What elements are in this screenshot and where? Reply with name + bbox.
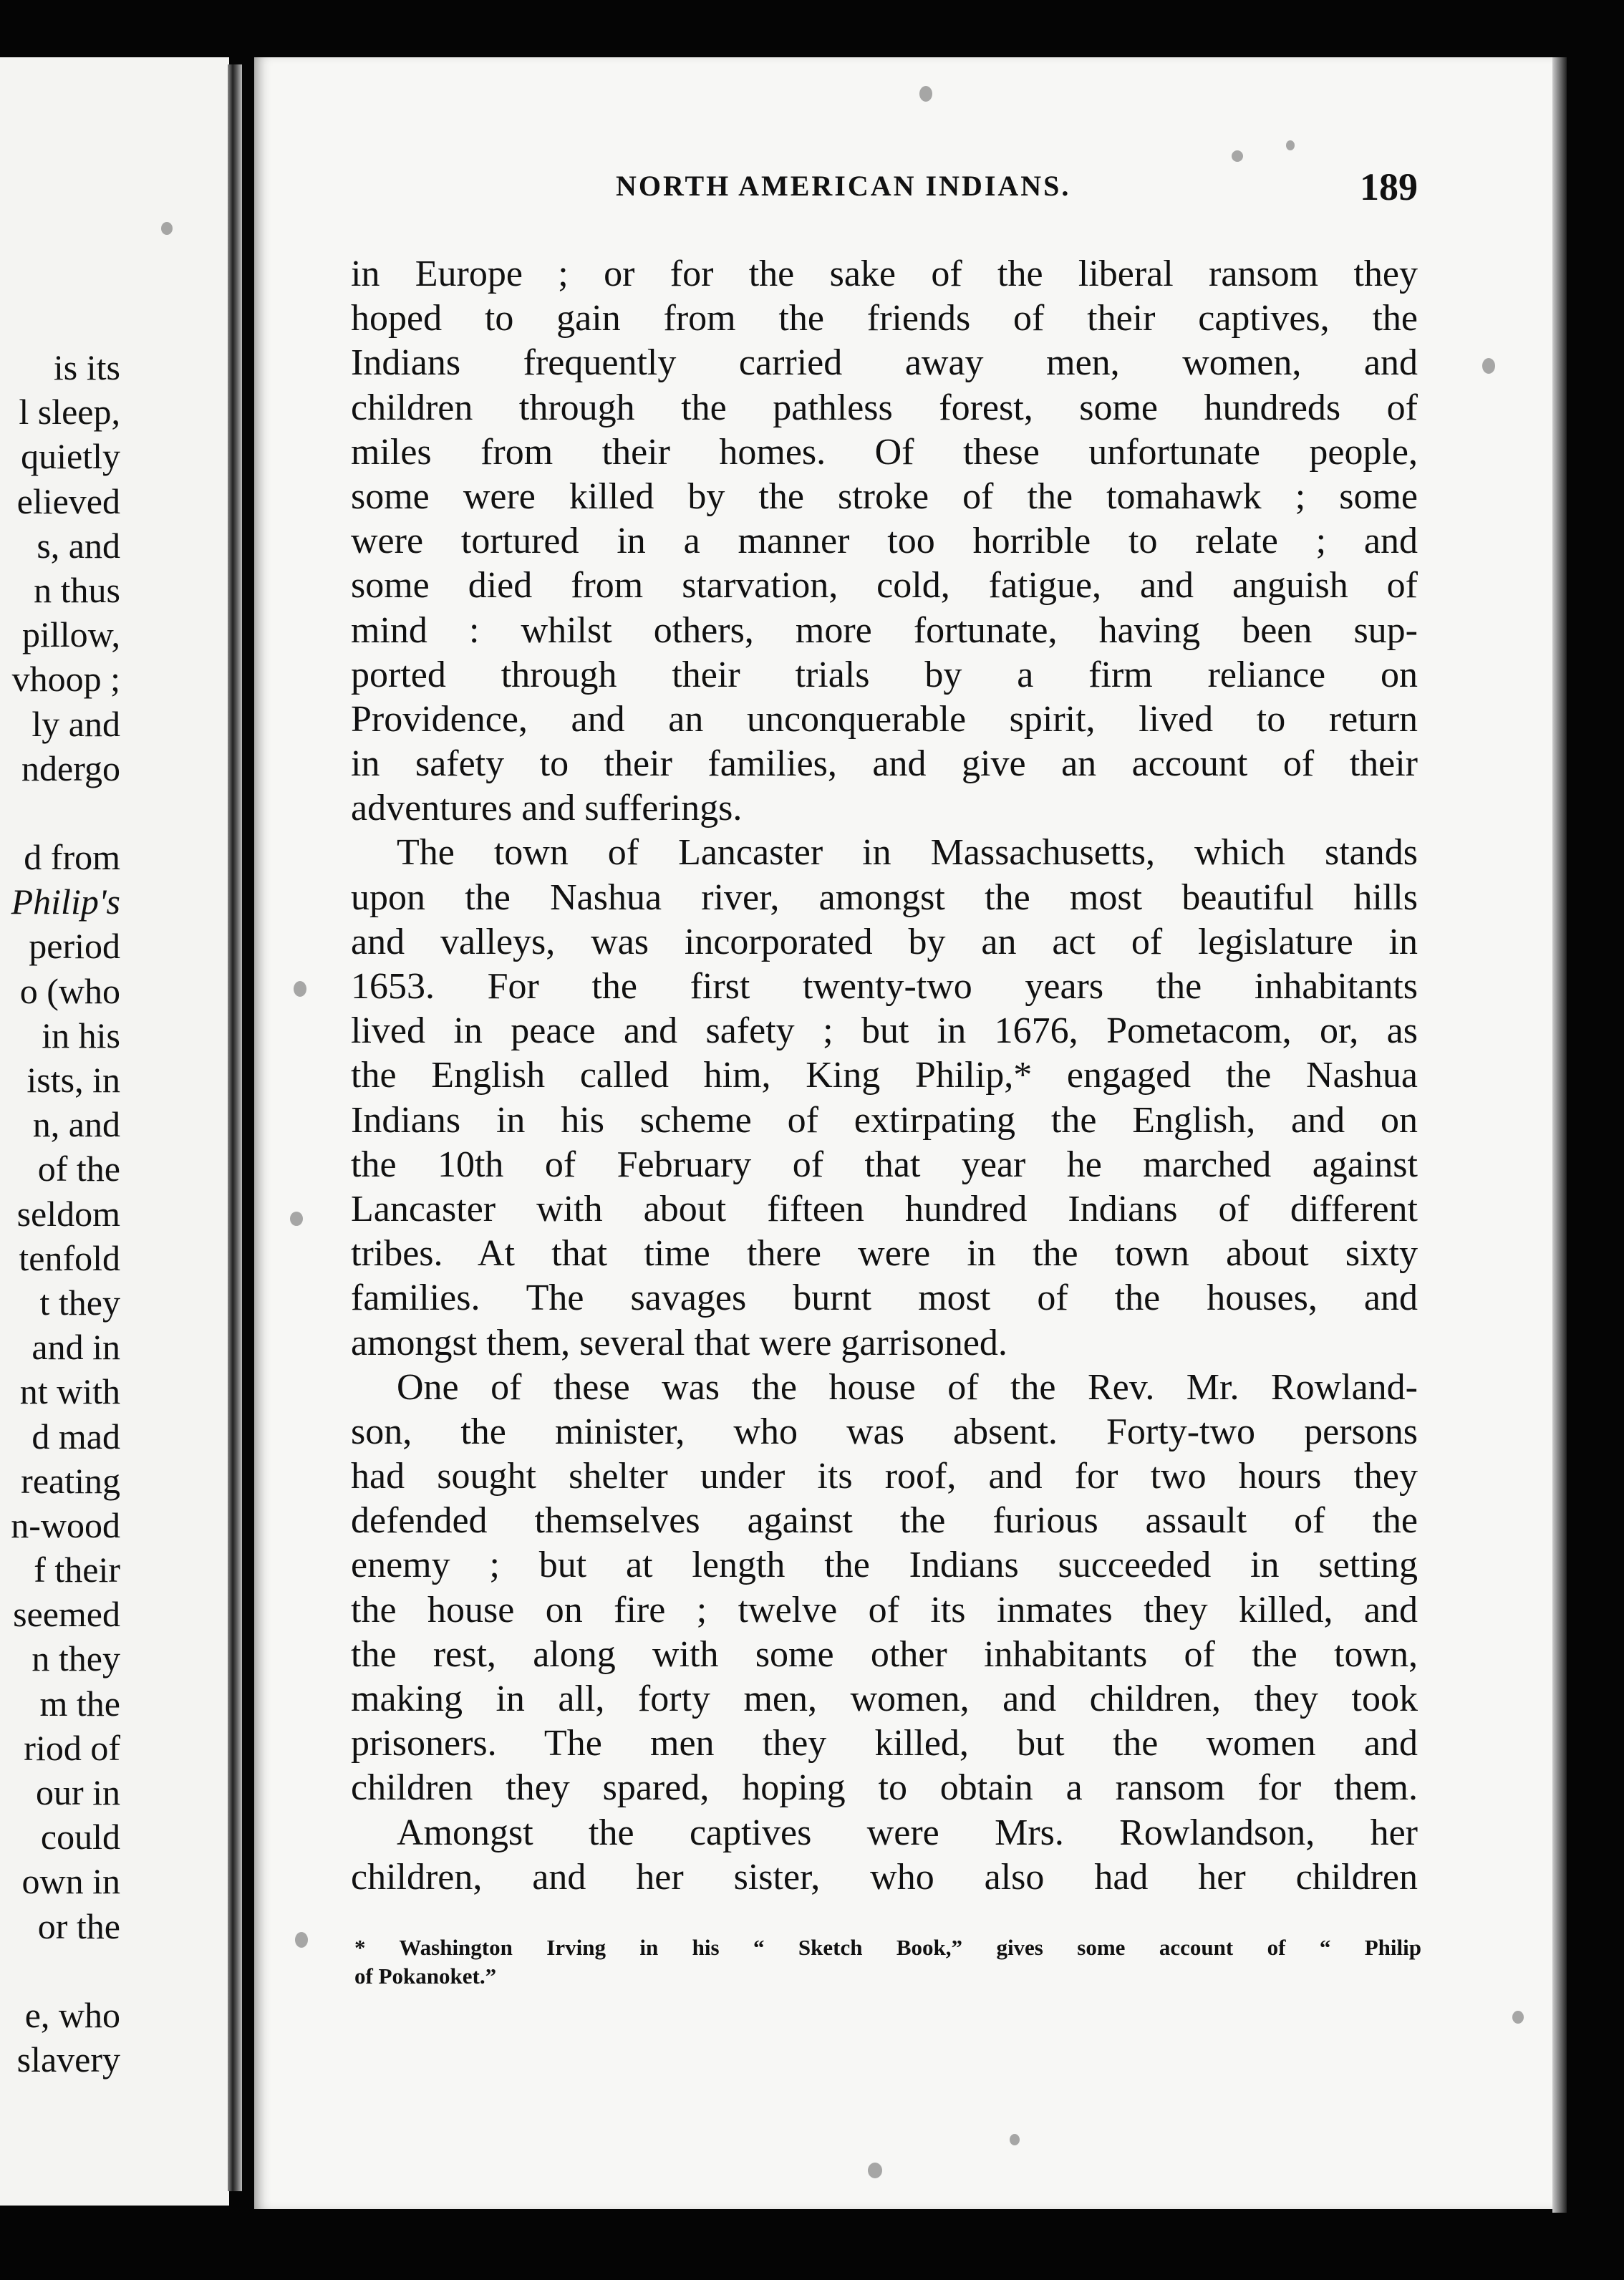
footnote — [354, 1933, 1421, 1991]
facing-page-line: of the — [37, 1149, 120, 1189]
text-line: mind : whilst others, more fortunate, having been sup- — [351, 609, 1418, 651]
facing-page-line: and in — [32, 1327, 120, 1368]
text-line: some died from starvation, cold, fatigue, and anguish of — [351, 565, 1418, 607]
text-line: children, and her sister, who also had her children — [351, 1856, 1418, 1898]
facing-page-line: l sleep, — [19, 392, 120, 433]
facing-page-line: n thus — [34, 569, 120, 610]
text-line: Indians in his scheme of extirpating the English, and on — [351, 1099, 1418, 1141]
facing-page-line: ists, in — [26, 1060, 120, 1100]
scan-speck — [1232, 150, 1243, 162]
text-line: children they spared, hoping to obtain a ransom for them. — [351, 1767, 1418, 1809]
facing-page-line: d from — [24, 837, 120, 878]
scan-speck — [161, 222, 173, 235]
scan-speck — [868, 2163, 882, 2178]
text-line: Providence, and an unconquerable spirit, lived to return — [351, 698, 1418, 740]
facing-page-line: seemed — [13, 1594, 120, 1635]
facing-page-line: could — [40, 1817, 120, 1858]
facing-page-line: own in — [21, 1861, 120, 1902]
text-line: had sought shelter under its roof, and for two hours they — [351, 1456, 1418, 1497]
scan-speck — [1286, 140, 1295, 150]
text-line: Amongst the captives were Mrs. Rowlandson, her — [397, 1812, 1418, 1853]
facing-page-line: vhoop ; — [11, 659, 120, 700]
text-line: adventures and sufferings. — [351, 788, 743, 829]
facing-page-line: ndergo — [21, 748, 120, 788]
facing-page-line: n they — [32, 1638, 120, 1679]
footnote-line: * Washington Irving in his “ Sketch Book,” gives some account of “ Philip — [354, 1935, 1421, 1960]
facing-page-line: our in — [35, 1772, 120, 1812]
text-line: children through the pathless forest, some hundreds of — [351, 387, 1418, 428]
text-line: the rest, along with some other inhabitants of the town, — [351, 1633, 1418, 1675]
facing-page-line: slavery — [16, 2039, 120, 2080]
facing-page-line: pillow, — [21, 614, 120, 655]
facing-page-line: o (who — [19, 970, 120, 1011]
text-line: Indians frequently carried away men, women, and — [351, 342, 1418, 384]
text-line: in Europe ; or for the sake of the liberal ransom they — [351, 253, 1418, 294]
text-line: some were killed by the stroke of the tomahawk ; some — [351, 475, 1418, 517]
facing-page-line: e, who — [24, 1994, 120, 2035]
facing-page-line: reating — [21, 1460, 120, 1501]
text-line: lived in peace and safety ; but in 1676, Pometacom, or, as — [351, 1010, 1418, 1052]
text-line: in safety to their families, and give an account of their — [351, 743, 1418, 785]
text-line: son, the minister, who was absent. Forty-two persons — [351, 1411, 1418, 1452]
text-line: the 10th of February of that year he marched against — [351, 1144, 1418, 1185]
text-line: were tortured in a manner too horrible to relate ; and — [351, 521, 1418, 562]
facing-page-line: s, and — [37, 525, 120, 566]
scan-speck — [1512, 2011, 1524, 2024]
text-line: and valleys, was incorporated by an act of legislature in — [351, 921, 1418, 962]
facing-page-line — [0, 1948, 229, 1993]
text-line: the English called him, King Philip,* engaged the Nashua — [351, 1055, 1418, 1096]
text-line: hoped to gain from the friends of their captives, the — [351, 298, 1418, 339]
scan-speck — [290, 1212, 303, 1226]
facing-page-line: ly and — [32, 703, 120, 744]
text-line: upon the Nashua river, amongst the most beautiful hills — [351, 876, 1418, 918]
text-line: Lancaster with about fifteen hundred Indians of different — [351, 1188, 1418, 1230]
text-line: families. The savages burnt most of the houses, and — [351, 1277, 1418, 1319]
page-edge — [1552, 57, 1567, 2213]
facing-page-line: in his — [42, 1015, 120, 1056]
running-title: NORTH AMERICAN INDIANS. — [616, 170, 1071, 202]
footnote-line: of Pokanoket.” — [354, 1963, 497, 1989]
facing-page-line: t they — [39, 1282, 120, 1323]
scan-speck — [294, 981, 306, 997]
running-head — [616, 165, 1418, 208]
text-line: amongst them, several that were garrisoned. — [351, 1322, 1007, 1363]
scan-speck — [295, 1932, 308, 1948]
facing-page-line: f their — [34, 1550, 120, 1590]
book-gutter — [228, 64, 242, 2191]
text-line: defended themselves against the furious assault of the — [351, 1500, 1418, 1542]
facing-page-line: elieved — [16, 480, 120, 521]
text-line: ported through their trials by a firm reliance on — [351, 654, 1418, 695]
facing-page-line: period — [29, 926, 120, 967]
facing-page-text — [0, 345, 229, 2082]
text-line: enemy ; but at length the Indians succeeded in setting — [351, 1545, 1418, 1586]
scan-speck — [1482, 358, 1495, 374]
facing-page-line: tenfold — [19, 1237, 120, 1278]
facing-page-line — [0, 791, 229, 835]
facing-page-line: seldom — [16, 1193, 120, 1234]
body-text — [351, 252, 1418, 1900]
facing-page-line: riod of — [24, 1727, 120, 1768]
text-line: The town of Lancaster in Massachusetts, which stands — [397, 832, 1418, 874]
facing-page-left — [0, 57, 229, 2206]
facing-page-line: n, and — [32, 1104, 120, 1145]
facing-page-line: n-wood — [11, 1504, 120, 1545]
scan-speck — [1010, 2134, 1020, 2145]
scan-speck — [919, 86, 932, 102]
facing-page-line: d mad — [32, 1416, 120, 1457]
facing-page-line: m the — [39, 1683, 120, 1724]
text-line: miles from their homes. Of these unfortunate people, — [351, 431, 1418, 473]
facing-page-line: quietly — [21, 436, 120, 477]
text-line: the house on fire ; twelve of its inmates they killed, and — [351, 1589, 1418, 1631]
text-line: One of these was the house of the Rev. Mr. Rowland- — [397, 1366, 1418, 1408]
facing-page-line: Philip's — [11, 881, 120, 922]
facing-page-line: nt with — [19, 1371, 120, 1412]
text-line: tribes. At that time there were in the town about sixty — [351, 1233, 1418, 1275]
facing-page-line: is its — [53, 347, 120, 387]
text-line: 1653. For the first twenty-two years the inhabitants — [351, 966, 1418, 1007]
page-number: 189 — [1360, 165, 1418, 208]
facing-page-line: or the — [37, 1905, 120, 1946]
text-line: prisoners. The men they killed, but the women and — [351, 1723, 1418, 1764]
text-line: making in all, forty men, women, and children, they took — [351, 1678, 1418, 1719]
